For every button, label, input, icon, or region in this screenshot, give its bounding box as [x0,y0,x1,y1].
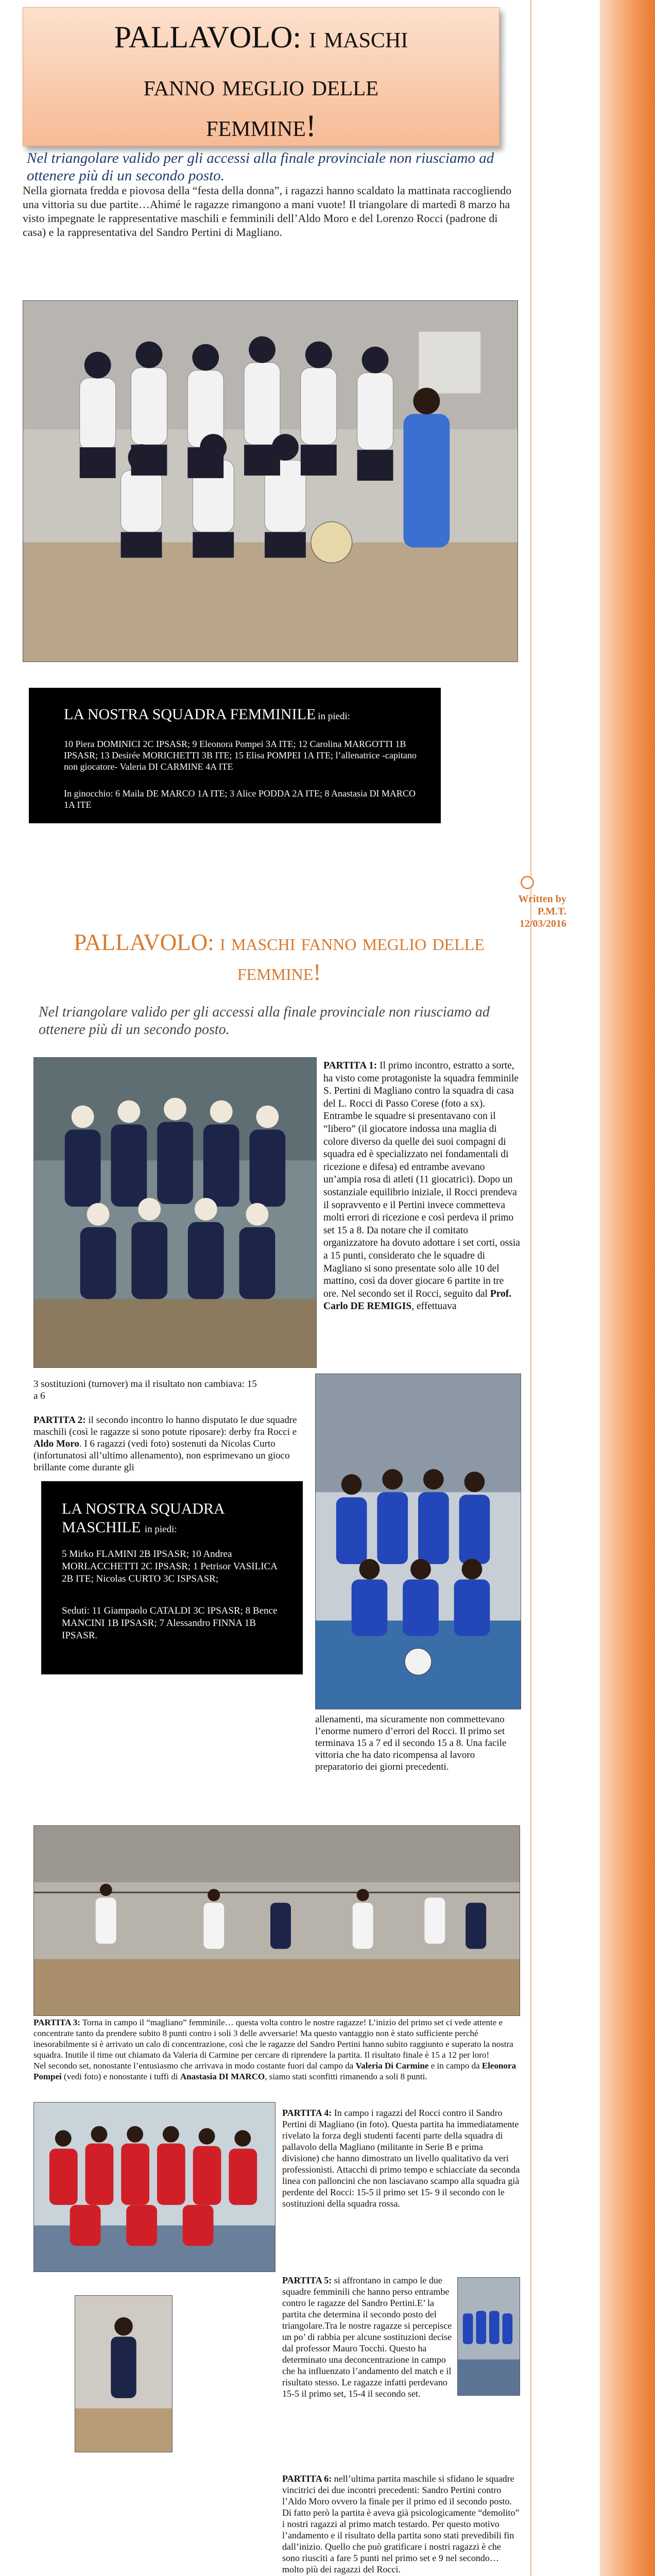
male-team-caption [41,1481,303,1674]
partita3-name1: Valeria Di Carmine [355,2061,429,2071]
female-team-caption [29,688,441,823]
partita1-continued: 3 sostituzioni (turnover) ma il risultato non cambiava: 15 a 6 [33,1379,257,1401]
male-team-photo [315,1374,521,1709]
partita3-mid2: (vedi foto) e nonostante i tuffi di [61,2072,180,2081]
male-team-heading-line1: LA NOSTRA SQUADRA [62,1500,225,1517]
female-team-heading: LA NOSTRA SQUADRA FEMMINILE [64,706,316,723]
vertical-divider-line [530,0,531,2576]
orange-side-strip [600,0,655,2576]
partita3-mid: e in campo da [428,2061,482,2071]
partita3-second: Nel secondo set, nonostante l’entusiasmo che arrivava in modo costante fuori dal campo da [33,2061,356,2071]
male-team-heading-line2: MASCHILE [62,1519,141,1536]
partita1-coach: Prof. Carlo DE REMIGIS [323,1288,512,1312]
partita4-text: In campo i ragazzi del Rocci contro il Sandro Pertini di Magliano (in foto). Questa partita ha immediatamente rivelato la forza degli studenti facenti parte della squadra di pallavolo della Magliano (militante in Serie B e prima divisione) che hanno dimostrato un livello qualitativo da veri professionisti. Attacchi di primo tempo e schiacciate da seconda linea con palloncini che non lasciavano scampo alla squadra già perdente del Rocci: 15-5 il primo set 15- 9 il secondo con le sostituzioni della squadra rossa. [282,2108,520,2209]
partita5-label: PARTITA 5: [282,2275,332,2285]
partita1-text: Il primo incontro, estratto a sorte, ha visto come protagoniste la squadra femminile S. Pertini di Magliano contro la squadra di casa del L. Rocci di Passo Corese (foto a sx). Entrambe le squadre si presentavano con il “libero” (il giocatore indossa una maglia di colore diverso da quelle dei suoi compagni di squadra ed è specializzato nei fondamentali di ricezione e difesa) ed entrambe avevano un’ampia rosa di atleti (11 giocatrici). Dopo un sostanziale equilibrio iniziale, il Rocci prendeva il sopravvento e il Pertini invece commetteva molti errori di ricezione e così perdeva il primo set 15 a 8. Da notare che il comitato organizzatore ha dovuto adottare i set corti, ossia a 15 punti, considerato che le squadre di Magliano si sono presentate solo alle 10 del mattino, così da dover giocare 6 partite in tre ore. Nel secondo set il Rocci, seguito dal [323,1060,520,1299]
female-player-photo [75,2295,173,2452]
female-team-standing: 10 Piera DOMINICI 2C IPSASR; 9 Eleonora Pompei 3A ITE; 12 Carolina MARGOTTI 1B IPSASR; 13 Desirée MORICHETTI 3B ITE; 15 Elisa POMPEI 1A ITE; l’allenatrice -capitano non giocatore- Valeria DI CARMINE 4A ITE [64,739,417,772]
match-photo [33,1825,520,2016]
partita2-continued: allenamenti, ma sicuramente non commettevano l’enorme numero d’errori del Rocci. Il primo set terminava 15 a 7 ed il secondo 15 a 8. Una facile vittoria che ha dato ricompensa al lavoro preparatorio dei giorni precedenti. [315,1714,507,1772]
female-team-photo-2 [33,1057,317,1368]
title-line-1: PALLAVOLO: i maschi [114,20,408,54]
author: Written by P.M.T. [518,893,566,917]
partita5-paragraph [282,2275,452,2399]
partita6-paragraph [282,2473,520,2575]
male-team-heading-suffix: in piedi: [144,1524,177,1535]
partita6-label: PARTITA 6: [282,2473,332,2484]
female-team-heading-suffix: in piedi: [318,711,351,722]
female-team-kneeling: In ginocchio: 6 Maila DE MARCO 1A ITE; 3 Alice PODDA 2A ITE; 8 Anastasia DI MARCO 1A ITE [64,788,416,810]
partita2-tail: . I 6 ragazzi (vedi foto) sostenuti da Nicolas Curto (infortunatosi all’ultimo allenamento), non esprimevano un gioco brillante come durante gli [33,1438,290,1473]
partita4-paragraph [282,2107,520,2209]
article2-title-line1: PALLAVOLO: i maschi fanno meglio delle [74,929,485,955]
partita2-school: Aldo Moro [33,1438,79,1449]
partita3-text: Torna in campo il “magliano” femminile… questa volta contro le nostre ragazze! L’inizio del primo set ci vede attente e concentrate tanto da prendere subito 8 punti contro i soli 3 delle avversarie! Ma questo vantaggio non è stato sufficiente perché inesorabilmente si è arrivato un calo di concentrazione, così che le ragazze del Sandro Pertini hanno subito raggiunto e superato la nostra squadra. Inutile il time out chiamato da Valeria di Carmine per cercare di riprendere la partita. Il risultato finale è 15 a 12 per loro! [33,2018,513,2060]
partita1-paragraph [323,1060,521,1313]
partita2-text: il secondo incontro lo hanno disputato le due squadre maschili (così le ragazze si sono potute riposare): derby fra Rocci e [33,1415,297,1437]
male-team-seated: Seduti: 11 Giampaolo CATALDI 3C IPSASR; 8 Bence MANCINI 1B IPSASR; 7 Alessandro FINNA 1B IPSASR. [62,1605,278,1641]
article-subtitle: Nel triangolare valido per gli accessi alla finale provinciale non riusciamo ad ottenere più di un secondo posto. [27,150,494,184]
partita5-text: si affrontano in campo le due squadre femminili che hanno perso entrambe contro le ragazze del Sandro Pertini.E’ la partita che determina il secondo posto del triangolare.Tra le nostre ragazze si percepisce un po’ di rabbia per alcune sostituzioni decise dal professor Mauro Tocchi. Questo ha determinato una deconcentrazione in campo che ha influenzato l’andamento del match e il risultato stesso. Le ragazze infatti perdevano 15-5 il primo set, 15-4 il secondo set. [282,2275,452,2399]
article-title-box [23,7,499,146]
partita3-paragraph [33,2017,520,2082]
partita1-tail: , effettuava [411,1301,457,1312]
male-team-standing: 5 Mirko FLAMINI 2B IPSASR; 10 Andrea MORLACCHETTI 2C IPSASR; 1 Petrisor VASILICA 2B ITE; Nicolas CURTO 3C ISPSASR; [62,1549,277,1584]
article2-title-line2: femmine! [237,959,321,985]
partita3-name3: Anastasia DI MARCO [180,2072,265,2081]
partita3-label: PARTITA 3: [33,2018,80,2027]
date: 12/03/2016 [519,918,566,929]
article2-subtitle: Nel triangolare valido per gli accessi alla finale provinciale non riusciamo ad ottenere più di un secondo posto. [39,1004,490,1038]
partita2-paragraph [33,1414,301,1473]
girls-team-small-photo [457,2277,520,2396]
author-block [494,893,566,930]
title-line-3: femmine! [206,109,316,143]
article2-title [37,927,521,987]
ring-ornament [521,876,534,889]
partita1-label: PARTITA 1: [323,1060,377,1071]
title-line-2: fanno meglio delle [143,69,379,102]
partita6-text: nell’ultima partita maschile si sfidano le squadre vincitrici dei due incontri precedenti: Sandro Pertini contro l’Aldo Moro ovvero la finale per il primo ed il secondo posto. Di fatto però la partita è aveva già psicologicamente “demolito” i nostri ragazzi al primo match testardo. Per questo motivo l’andamento e il risultato della partita sono stati prevedibili fin dall’inizio. Quello che può gratificare i nostri ragazzi è che sono riusciti a fare 5 punti nel primo set e 9 nel secondo… molto più dei ragazzi del Rocci. [282,2473,520,2574]
intro-paragraph: Nella giornata fredda e piovosa della “festa della donna”, i ragazzi hanno scaldato la mattinata raccogliendo una vittoria su due partite…Ahimé le ragazze rimangono a mani vuote! Il triangolare di martedì 8 marzo ha visto impegnate le rappresentative maschili e femminili dell’Aldo Moro e del Lorenzo Rocci (padrone di casa) e la rappresentativa del Sandro Pertini di Magliano. [23,184,512,239]
partita4-label: PARTITA 4: [282,2108,332,2118]
female-team-photo [23,300,518,662]
partita3-name2: Eleonora Pompei [33,2061,516,2081]
partita3-end: , siamo stati sconfitti rimanendo a soli 8 punti. [265,2072,427,2081]
partita2-label: PARTITA 2: [33,1415,86,1426]
red-team-photo [33,2102,275,2272]
